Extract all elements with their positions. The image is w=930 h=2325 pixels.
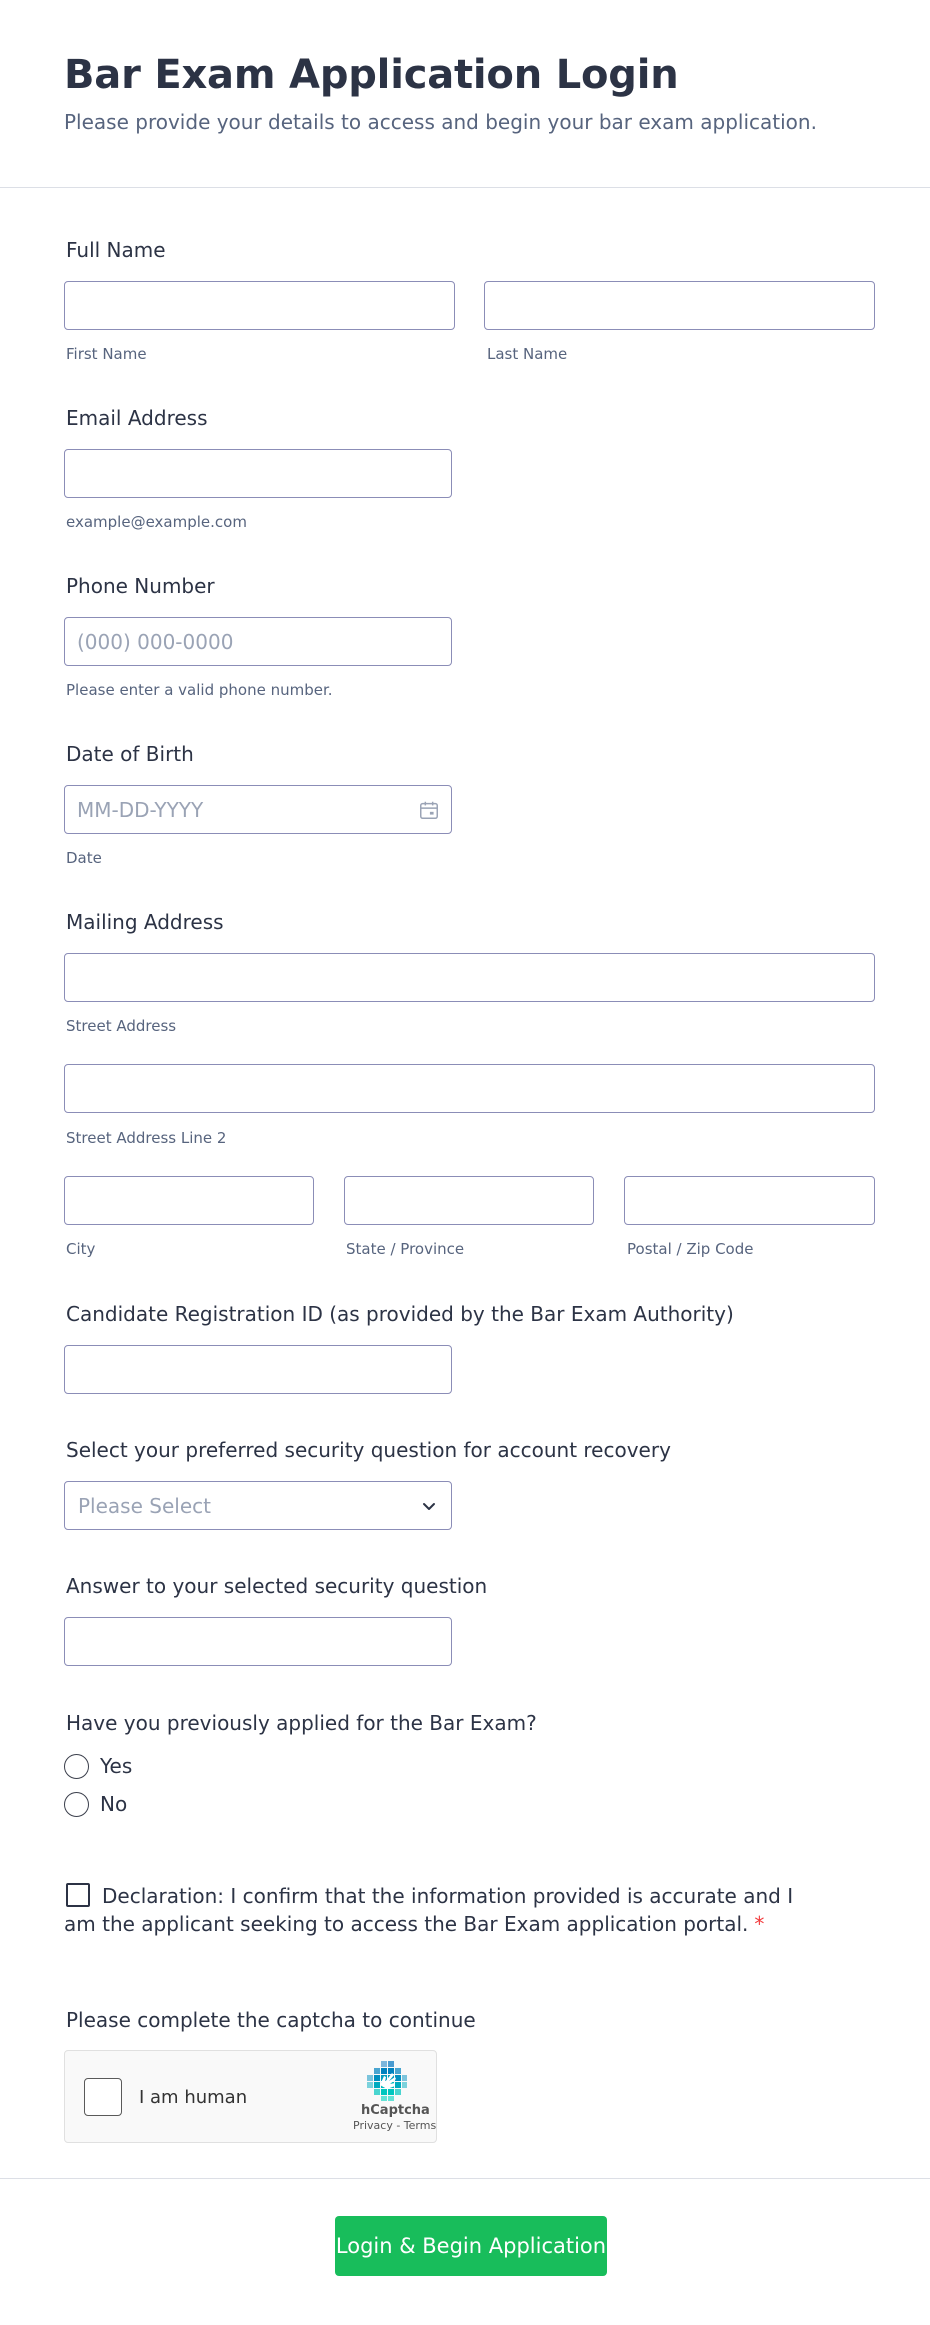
hcaptcha-logo-icon bbox=[365, 2059, 409, 2103]
phone-sublabel: Please enter a valid phone number. bbox=[66, 681, 333, 699]
chevron-down-icon bbox=[419, 1496, 439, 1516]
security-question-label: Select your preferred security question for account recovery bbox=[66, 1438, 671, 1462]
radio-no-label[interactable]: No bbox=[100, 1792, 128, 1816]
last-name-sublabel: Last Name bbox=[487, 345, 568, 363]
dob-sublabel: Date bbox=[66, 849, 102, 867]
security-question-select[interactable] bbox=[64, 1481, 452, 1530]
hcaptcha-brand: hCaptcha bbox=[361, 2103, 430, 2118]
security-answer-label: Answer to your selected security question bbox=[66, 1574, 488, 1598]
previously-applied-label: Have you previously applied for the Bar Exam? bbox=[66, 1711, 537, 1735]
radio-yes[interactable] bbox=[64, 1754, 89, 1779]
security-answer-input[interactable] bbox=[64, 1617, 452, 1666]
radio-yes-label[interactable]: Yes bbox=[100, 1754, 133, 1778]
dob-input[interactable] bbox=[64, 785, 452, 834]
state-input[interactable] bbox=[344, 1176, 594, 1225]
captcha-checkbox-text[interactable]: I am human bbox=[139, 2087, 248, 2108]
radio-no[interactable] bbox=[64, 1792, 89, 1817]
declaration-text[interactable]: Declaration: I confirm that the information provided is accurate and I am the applicant seeking to access the Bar Exam application portal. bbox=[64, 1884, 794, 1936]
calendar-icon[interactable] bbox=[418, 799, 440, 821]
registration-id-label: Candidate Registration ID (as provided by the Bar Exam Authority) bbox=[66, 1302, 734, 1326]
street-address-input[interactable] bbox=[64, 953, 875, 1002]
street-address-sublabel: Street Address bbox=[66, 1017, 177, 1035]
security-question-selected: Please Select bbox=[78, 1494, 211, 1518]
captcha-label: Please complete the captcha to continue bbox=[66, 2008, 476, 2032]
required-mark: * bbox=[754, 1912, 765, 1936]
login-begin-application-button[interactable]: Login & Begin Application bbox=[335, 2216, 607, 2276]
street-address-line2-input[interactable] bbox=[64, 1064, 875, 1113]
address-label: Mailing Address bbox=[66, 910, 224, 934]
email-input[interactable] bbox=[64, 449, 452, 498]
dob-label: Date of Birth bbox=[66, 742, 194, 766]
full-name-label: Full Name bbox=[66, 238, 166, 262]
zip-sublabel: Postal / Zip Code bbox=[627, 1240, 754, 1258]
city-input[interactable] bbox=[64, 1176, 314, 1225]
hcaptcha-privacy-terms-link[interactable]: Privacy - Terms bbox=[353, 2119, 437, 2132]
page-title: Bar Exam Application Login bbox=[64, 52, 679, 98]
footer-divider bbox=[0, 2178, 930, 2179]
phone-label: Phone Number bbox=[66, 574, 215, 598]
form-header bbox=[0, 0, 930, 188]
first-name-input[interactable] bbox=[64, 281, 455, 330]
page-subtitle: Please provide your details to access and begin your bar exam application. bbox=[64, 110, 817, 134]
zip-input[interactable] bbox=[624, 1176, 875, 1225]
email-sublabel: example@example.com bbox=[66, 513, 247, 531]
street-address-line2-sublabel: Street Address Line 2 bbox=[66, 1129, 227, 1147]
declaration-text-block bbox=[64, 1882, 824, 1938]
first-name-sublabel: First Name bbox=[66, 345, 147, 363]
captcha-checkbox[interactable] bbox=[84, 2078, 122, 2116]
phone-input[interactable] bbox=[64, 617, 452, 666]
email-label: Email Address bbox=[66, 406, 208, 430]
registration-id-input[interactable] bbox=[64, 1345, 452, 1394]
hcaptcha-widget bbox=[64, 2050, 437, 2143]
city-sublabel: City bbox=[66, 1240, 96, 1258]
last-name-input[interactable] bbox=[484, 281, 875, 330]
state-sublabel: State / Province bbox=[346, 1240, 465, 1258]
